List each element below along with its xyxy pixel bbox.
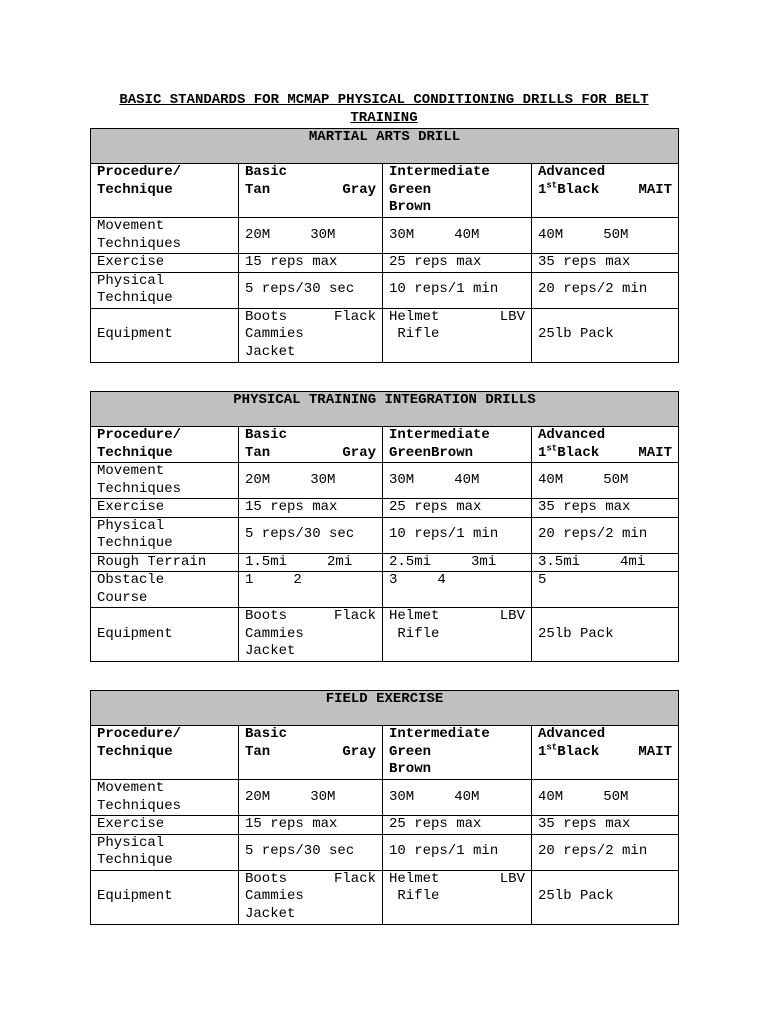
row-label <box>91 254 239 273</box>
cell-basic-item-a: Boots <box>245 308 288 325</box>
header-intermediate-line: Brown <box>389 761 432 777</box>
header-basic-belts <box>245 182 376 200</box>
cell-basic-value-b: 30M <box>310 471 336 488</box>
cell-basic-text: 5 reps/30 sec <box>245 843 355 860</box>
cell-intermediate-value-b: 4 <box>437 572 446 588</box>
header-intermediate-line: Intermediate <box>389 726 490 742</box>
table-row <box>91 780 679 816</box>
table-row <box>91 463 679 499</box>
cell-intermediate-pair <box>389 227 525 245</box>
cell-intermediate-value-b: 40M <box>454 788 480 805</box>
cell-basic <box>239 272 383 308</box>
row-label-line: Technique <box>97 290 173 306</box>
row-label-line: Physical <box>97 834 165 851</box>
cell-basic-value-a: 20M <box>245 226 271 243</box>
cell-intermediate-value-a: 30M <box>389 226 415 243</box>
cell-advanced-value-a: 40M <box>538 226 564 243</box>
row-label-line: Exercise <box>97 499 165 515</box>
header-basic <box>239 164 383 218</box>
cell-advanced-text: 20 reps/2 min <box>538 281 648 298</box>
cell-basic-item-b: Flack <box>333 308 376 325</box>
header-basic-label: Basic <box>245 164 288 180</box>
cell-basic-item-a: Boots <box>245 870 288 887</box>
cell-intermediate-line-2: Rifle <box>389 326 440 342</box>
document-title-line-2: TRAINING <box>350 109 418 126</box>
cell-basic-item-b: Flack <box>333 870 376 887</box>
cell-advanced-text: 25lb Pack <box>538 625 614 642</box>
header-procedure-line: Procedure/ <box>97 164 182 180</box>
cell-basic-text: 5 reps/30 sec <box>245 281 355 298</box>
belt-first-sup: st <box>546 741 558 752</box>
cell-basic <box>239 218 383 254</box>
cell-basic-item-b: Flack <box>333 608 376 624</box>
belt-first-num: 1 <box>538 743 547 760</box>
belt-gray: Gray <box>342 444 376 461</box>
cell-intermediate <box>383 517 532 553</box>
header-advanced-label: Advanced <box>538 726 606 742</box>
cell-intermediate-pair <box>389 554 525 572</box>
header-procedure <box>91 427 239 463</box>
row-label-line: Movement <box>97 218 165 234</box>
header-intermediate-line: GreenBrown <box>389 444 474 461</box>
table-title: PHYSICAL TRAINING INTEGRATION DRILLS <box>91 392 679 427</box>
cell-basic-line-1 <box>245 871 376 889</box>
header-intermediate <box>383 164 532 218</box>
cell-basic <box>239 834 383 870</box>
cell-advanced <box>532 834 679 870</box>
cell-advanced <box>532 463 679 499</box>
row-label <box>91 517 239 553</box>
cell-intermediate-value-a: 2.5mi <box>389 553 432 570</box>
cell-intermediate-value-b: 40M <box>454 471 480 488</box>
header-intermediate-line: Brown <box>389 199 432 215</box>
cell-basic <box>239 254 383 273</box>
row-label <box>91 870 239 924</box>
cell-basic-value-b: 30M <box>310 788 336 805</box>
cell-basic <box>239 572 383 608</box>
cell-advanced-text: 20 reps/2 min <box>538 526 648 543</box>
header-procedure-line: Technique <box>97 743 173 760</box>
row-label <box>91 834 239 870</box>
cell-intermediate-value-a: 3 <box>389 572 398 588</box>
cell-advanced <box>532 816 679 835</box>
cell-basic-value-a: 20M <box>245 471 271 488</box>
cell-basic-text: 15 reps max <box>245 254 338 270</box>
header-procedure-line: Technique <box>97 444 173 461</box>
row-label-line: Movement <box>97 780 165 796</box>
cell-basic-line-3: Jacket <box>245 343 296 360</box>
cell-intermediate <box>383 499 532 518</box>
belt-tan: Tan <box>245 444 271 461</box>
cell-intermediate-text: 25 reps max <box>389 499 482 515</box>
cell-intermediate-line-1 <box>389 608 525 626</box>
row-label-line: Techniques <box>97 480 182 497</box>
drill-table <box>90 391 679 662</box>
row-label-line: Obstacle <box>97 572 165 588</box>
drill-table <box>90 690 679 925</box>
cell-intermediate <box>383 553 532 572</box>
header-basic-label: Basic <box>245 726 288 742</box>
cell-basic-pair <box>245 227 376 245</box>
row-label <box>91 572 239 608</box>
cell-basic-line-3: Jacket <box>245 905 296 922</box>
cell-basic <box>239 780 383 816</box>
cell-basic-line-1 <box>245 608 376 626</box>
header-basic-label: Basic <box>245 427 288 443</box>
cell-advanced-text: 35 reps max <box>538 254 631 270</box>
cell-intermediate-line-2: Rifle <box>389 888 440 904</box>
cell-intermediate <box>383 608 532 662</box>
cell-basic-pair <box>245 789 376 807</box>
drill-table <box>90 128 679 363</box>
row-label-line: Physical <box>97 272 165 289</box>
cell-advanced <box>532 553 679 572</box>
belt-first-word: Black <box>557 181 600 198</box>
cell-advanced-value-b: 50M <box>603 226 629 243</box>
cell-basic-line-2: Cammies <box>245 625 304 642</box>
cell-basic-line-2: Cammies <box>245 888 304 904</box>
cell-intermediate-text: 10 reps/1 min <box>389 281 499 298</box>
cell-intermediate <box>383 308 532 362</box>
document-title-line-1: BASIC STANDARDS FOR MCMAP PHYSICAL CONDITIONING DRILLS FOR BELT <box>119 92 649 108</box>
cell-advanced <box>532 780 679 816</box>
belt-first-word: Black <box>557 444 600 461</box>
belt-first-black <box>538 179 600 200</box>
cell-advanced-pair <box>538 472 672 490</box>
table-row <box>91 499 679 518</box>
cell-advanced <box>532 870 679 924</box>
header-advanced <box>532 427 679 463</box>
row-label <box>91 608 239 662</box>
belt-first-word: Black <box>557 743 600 760</box>
cell-intermediate-line-1 <box>389 871 525 889</box>
belt-mait: MAIT <box>638 444 673 461</box>
cell-intermediate-pair <box>389 572 525 590</box>
cell-advanced-text: 35 reps max <box>538 816 631 832</box>
cell-intermediate <box>383 780 532 816</box>
cell-intermediate-value-a: 30M <box>389 471 415 488</box>
cell-basic <box>239 816 383 835</box>
belt-gray: Gray <box>342 743 376 760</box>
row-label <box>91 463 239 499</box>
cell-basic <box>239 870 383 924</box>
cell-intermediate-pair <box>389 789 525 807</box>
cell-basic-value-b: 2 <box>293 572 302 588</box>
cell-advanced <box>532 572 679 608</box>
table-header-row <box>91 726 679 780</box>
row-label-line: Technique <box>97 852 173 868</box>
belt-tan: Tan <box>245 181 271 198</box>
table-title: FIELD EXERCISE <box>91 691 679 726</box>
row-label <box>91 816 239 835</box>
cell-intermediate-text: 10 reps/1 min <box>389 843 499 860</box>
belt-first-num: 1 <box>538 181 547 198</box>
cell-advanced-pair <box>538 789 672 807</box>
cell-advanced <box>532 517 679 553</box>
cell-advanced <box>532 272 679 308</box>
header-advanced-belts <box>538 741 672 762</box>
cell-intermediate-item-a: Helmet <box>389 870 440 887</box>
header-procedure-line: Procedure/ <box>97 726 182 742</box>
cell-intermediate <box>383 218 532 254</box>
cell-intermediate-item-b: LBV <box>499 870 525 887</box>
table-row <box>91 870 679 924</box>
cell-basic-pair <box>245 472 376 490</box>
cell-intermediate-item-a: Helmet <box>389 308 440 325</box>
header-procedure <box>91 164 239 218</box>
cell-advanced-value-b: 50M <box>603 788 629 805</box>
header-basic-belts <box>245 744 376 762</box>
cell-intermediate-value-b: 3mi <box>471 553 497 570</box>
belt-first-sup: st <box>546 442 558 453</box>
row-label-line: Movement <box>97 463 165 479</box>
cell-advanced-text: 25lb Pack <box>538 888 614 905</box>
table-header-row <box>91 164 679 218</box>
header-intermediate-line: Green <box>389 181 432 198</box>
table-row <box>91 517 679 553</box>
cell-advanced-text: 35 reps max <box>538 499 631 515</box>
header-intermediate-line: Intermediate <box>389 164 490 180</box>
cell-basic-line-2: Cammies <box>245 326 304 342</box>
cell-intermediate-line-1 <box>389 309 525 327</box>
cell-intermediate <box>383 463 532 499</box>
belt-gray: Gray <box>342 181 376 198</box>
cell-advanced <box>532 218 679 254</box>
cell-intermediate-item-b: LBV <box>499 608 525 624</box>
cell-basic-pair <box>245 554 376 572</box>
table-row <box>91 272 679 308</box>
cell-intermediate <box>383 816 532 835</box>
table-title: MARTIAL ARTS DRILL <box>91 129 679 164</box>
cell-basic-line-1 <box>245 309 376 327</box>
header-advanced-label: Advanced <box>538 164 606 180</box>
row-label-line: Equipment <box>97 888 173 905</box>
row-label <box>91 218 239 254</box>
header-intermediate <box>383 726 532 780</box>
cell-basic-pair <box>245 572 376 590</box>
table-row <box>91 553 679 572</box>
cell-intermediate-line-2: Rifle <box>389 625 440 642</box>
cell-basic-line-3: Jacket <box>245 643 296 659</box>
cell-advanced-value-a: 3.5mi <box>538 553 581 570</box>
document-title <box>90 92 678 127</box>
header-advanced <box>532 164 679 218</box>
cell-basic-value-a: 1 <box>245 572 254 588</box>
header-procedure <box>91 726 239 780</box>
header-intermediate <box>383 427 532 463</box>
table-title-row <box>91 392 679 427</box>
cell-intermediate <box>383 870 532 924</box>
row-label-line: Equipment <box>97 326 173 343</box>
cell-basic-item-a: Boots <box>245 608 288 624</box>
belt-tan: Tan <box>245 743 271 760</box>
belt-first-black <box>538 442 600 463</box>
cell-intermediate <box>383 254 532 273</box>
cell-advanced-text: 5 <box>538 572 547 588</box>
cell-advanced-text: 25lb Pack <box>538 326 614 343</box>
table-row <box>91 608 679 662</box>
cell-basic <box>239 553 383 572</box>
cell-advanced <box>532 499 679 518</box>
row-label <box>91 272 239 308</box>
cell-basic <box>239 608 383 662</box>
row-label-line: Techniques <box>97 235 182 252</box>
header-intermediate-line: Green <box>389 743 432 760</box>
cell-advanced-value-b: 4mi <box>620 553 646 570</box>
belt-mait: MAIT <box>638 181 673 198</box>
row-label-line: Exercise <box>97 816 165 832</box>
row-label-line: Course <box>97 589 148 606</box>
cell-basic-value-b: 2mi <box>327 553 353 570</box>
cell-advanced-value-a: 40M <box>538 471 564 488</box>
cell-intermediate <box>383 834 532 870</box>
cell-intermediate-item-a: Helmet <box>389 608 440 624</box>
cell-advanced <box>532 308 679 362</box>
table-row <box>91 834 679 870</box>
header-procedure-line: Procedure/ <box>97 427 182 443</box>
table-row <box>91 816 679 835</box>
belt-mait: MAIT <box>638 743 672 760</box>
header-advanced <box>532 726 679 780</box>
cell-advanced <box>532 608 679 662</box>
header-advanced-belts <box>538 179 673 200</box>
cell-advanced-value-b: 50M <box>603 471 629 488</box>
table-row <box>91 572 679 608</box>
cell-basic-text: 5 reps/30 sec <box>245 526 355 543</box>
cell-basic <box>239 517 383 553</box>
header-advanced-label: Advanced <box>538 427 606 443</box>
table-row <box>91 218 679 254</box>
row-label-line: Exercise <box>97 254 165 270</box>
row-label-line: Equipment <box>97 625 173 642</box>
cell-basic-value-b: 30M <box>310 226 336 243</box>
cell-advanced-text: 20 reps/2 min <box>538 843 648 860</box>
row-label <box>91 499 239 518</box>
cell-intermediate-text: 25 reps max <box>389 254 482 270</box>
cell-basic-value-a: 1.5mi <box>245 553 288 570</box>
cell-intermediate <box>383 272 532 308</box>
belt-first-sup: st <box>546 179 558 190</box>
header-advanced-belts <box>538 442 673 463</box>
row-label <box>91 308 239 362</box>
row-label-line: Technique <box>97 535 173 551</box>
cell-basic <box>239 463 383 499</box>
belt-first-num: 1 <box>538 444 547 461</box>
table-row <box>91 308 679 362</box>
cell-intermediate-text: 25 reps max <box>389 816 482 832</box>
header-basic <box>239 427 383 463</box>
table-row <box>91 254 679 273</box>
cell-advanced-pair <box>538 227 672 245</box>
header-basic <box>239 726 383 780</box>
row-label <box>91 553 239 572</box>
belt-first-black <box>538 741 600 762</box>
cell-basic <box>239 499 383 518</box>
cell-basic <box>239 308 383 362</box>
row-label-line: Techniques <box>97 797 182 814</box>
table-header-row <box>91 427 679 463</box>
header-procedure-line: Technique <box>97 181 173 198</box>
row-label <box>91 780 239 816</box>
cell-advanced-pair <box>538 554 672 572</box>
cell-advanced-value-a: 40M <box>538 788 564 805</box>
table-title-row <box>91 129 679 164</box>
cell-advanced <box>532 254 679 273</box>
cell-intermediate-value-a: 30M <box>389 788 415 805</box>
cell-intermediate-text: 10 reps/1 min <box>389 526 499 543</box>
header-basic-belts <box>245 445 376 463</box>
cell-intermediate-pair <box>389 472 525 490</box>
header-intermediate-line: Intermediate <box>389 427 490 443</box>
row-label-line: Physical <box>97 517 165 534</box>
cell-intermediate <box>383 572 532 608</box>
row-label-line: Rough Terrain <box>97 553 207 570</box>
cell-basic-text: 15 reps max <box>245 499 338 515</box>
cell-intermediate-item-b: LBV <box>499 308 525 325</box>
cell-basic-value-a: 20M <box>245 788 271 805</box>
cell-intermediate-value-b: 40M <box>454 226 480 243</box>
table-title-row <box>91 691 679 726</box>
cell-basic-text: 15 reps max <box>245 816 338 832</box>
